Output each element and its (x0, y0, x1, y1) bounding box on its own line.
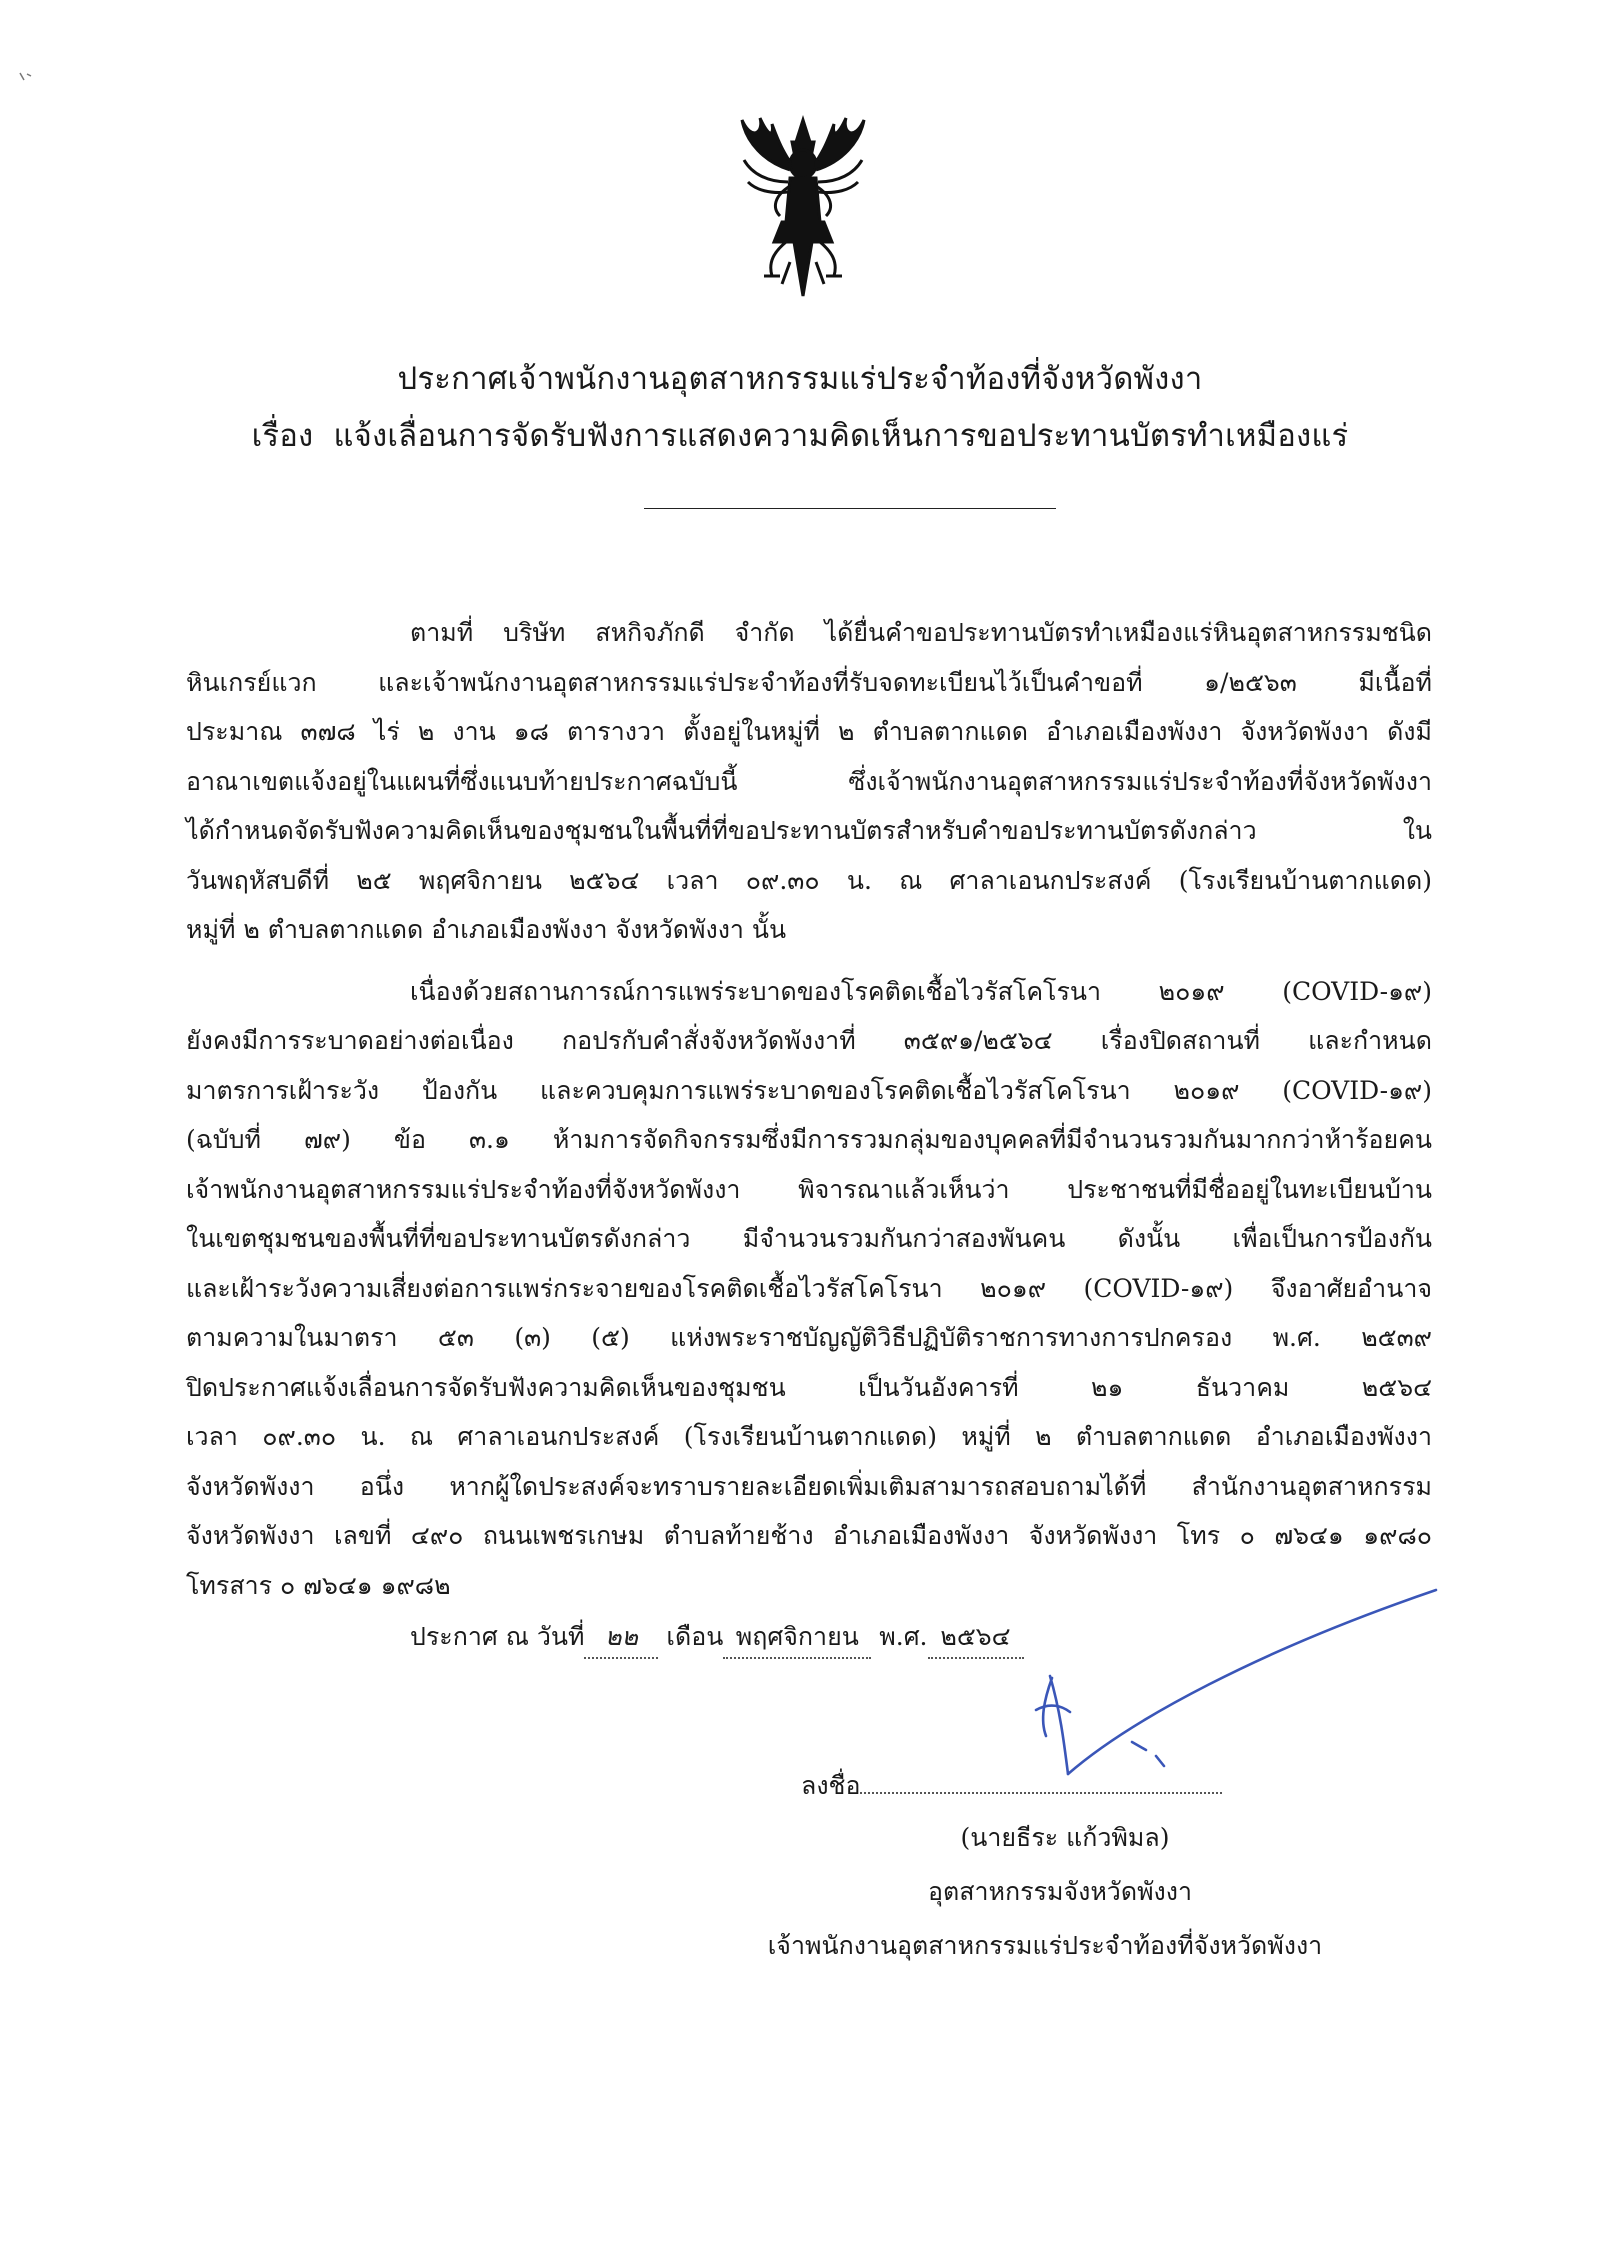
date-prefix: ประกาศ ณ วันที่ (410, 1622, 585, 1651)
date-year-label: พ.ศ. (879, 1622, 928, 1651)
p1-line: หินเกรย์แวก และเจ้าพนักงานอุตสาหกรรมแร่ประจำท้องที่รับจดทะเบียนไว้เป็นคำขอที่ ๑/๒๕๖๓ มีเนื้อที่ (186, 668, 1432, 697)
p2-line: เจ้าพนักงานอุตสาหกรรมแร่ประจำท้องที่จังหวัดพังงา พิจารณาแล้วเห็นว่า ประชาชนที่มีชื่ออยู่ในทะเบียนบ้าน (186, 1175, 1432, 1204)
p1-line: ตามที่ บริษัท สหกิจภักดี จำกัด ได้ยื่นคำขอประทานบัตรทำเหมืองแร่หินอุตสาหกรรมชนิด (410, 618, 1432, 647)
date-year: ๒๕๖๔ (928, 1617, 1024, 1659)
announcement-title: ประกาศเจ้าพนักงานอุตสาหกรรมแร่ประจำท้องที่จังหวัดพังงา (397, 361, 1203, 397)
p1-line: ประมาณ ๓๗๘ ไร่ ๒ งาน ๑๘ ตารางวา ตั้งอยู่ในหมู่ที่ ๒ ตำบลตากแดด อำเภอเมืองพังงา จังหวัดพังงา ดังมี (186, 717, 1432, 746)
p1-line: วันพฤหัสบดีที่ ๒๕ พฤศจิกายน ๒๕๖๔ เวลา ๐๙.๓๐ น. ณ ศาลาเอนกประสงค์ (โรงเรียนบ้านตากแดด) (186, 866, 1432, 895)
heading-divider (644, 508, 1056, 509)
signer-name: (นายธีระ แก้วพิมล) (960, 1823, 1170, 1852)
handwritten-signature (1000, 1560, 1450, 1800)
announcement-date (410, 1617, 1024, 1659)
p1-line: อาณาเขตแจ้งอยู่ในแผนที่ซึ่งแนบท้ายประกาศฉบับนี้ ซึ่งเจ้าพนักงานอุตสาหกรรมแร่ประจำท้องที่จังหวัดพังงา (186, 767, 1432, 796)
date-month: พฤศจิกายน (723, 1617, 871, 1659)
date-month-label: เดือน (666, 1622, 724, 1651)
p2-line: และเฝ้าระวังความเสี่ยงต่อการแพร่กระจายของโรคติดเชื้อไวรัสโคโรนา ๒๐๑๙ (COVID-๑๙) จึงอาศัยอำนาจ (186, 1274, 1432, 1303)
p2-line: จังหวัดพังงา เลขที่ ๔๙๐ ถนนเพชรเกษม ตำบลท้ายช้าง อำเภอเมืองพังงา จังหวัดพังงา โทร ๐ ๗๖๔๑ ๑๙๘๐ (186, 1521, 1432, 1550)
p1-line: ได้กำหนดจัดรับฟังความคิดเห็นของชุมชนในพื้นที่ที่ขอประทานบัตรสำหรับคำขอประทานบัตรดังกล่าว ใน (186, 816, 1432, 845)
signature-label: ลงชื่อ (801, 1771, 861, 1800)
garuda-emblem-icon (734, 112, 872, 298)
signature-line (860, 1792, 1222, 1794)
scan-mark (18, 70, 38, 84)
p2-line: โทรสาร ๐ ๗๖๔๑ ๑๙๘๒ (186, 1571, 451, 1600)
p2-line: ในเขตชุมชนของพื้นที่ที่ขอประทานบัตรดังกล่าว มีจำนวนรวมกันกว่าสองพันคน ดังนั้น เพื่อเป็นการป้องกัน (186, 1224, 1432, 1253)
announcement-subject-line (0, 410, 1600, 460)
p2-line: มาตรการเฝ้าระวัง ป้องกัน และควบคุมการแพร่ระบาดของโรคติดเชื้อไวรัสโคโรนา ๒๐๑๙ (COVID-๑๙) (186, 1076, 1432, 1105)
p2-line: ตามความในมาตรา ๕๓ (๓) (๕) แห่งพระราชบัญญัติวิธีปฏิบัติราชการทางการปกครอง พ.ศ. ๒๕๓๙ (186, 1323, 1432, 1352)
p2-line: เวลา ๐๙.๓๐ น. ณ ศาลาเอนกประสงค์ (โรงเรียนบ้านตากแดด) หมู่ที่ ๒ ตำบลตากแดด อำเภอเมืองพังงา (186, 1422, 1432, 1451)
subject-label: เรื่อง (251, 418, 314, 454)
subject-text: แจ้งเลื่อนการจัดรับฟังการแสดงความคิดเห็นการขอประทานบัตรทำเหมืองแร่ (333, 418, 1349, 454)
p2-line: ปิดประกาศแจ้งเลื่อนการจัดรับฟังความคิดเห็นของชุมชน เป็นวันอังคารที่ ๒๑ ธันวาคม ๒๕๖๔ (186, 1373, 1432, 1402)
p2-line: (ฉบับที่ ๗๙) ข้อ ๓.๑ ห้ามการจัดกิจกรรมซึ่งมีการรวมกลุ่มของบุคคลที่มีจำนวนรวมกันมากกว่าห้าร้อยคน (186, 1125, 1432, 1154)
p2-line: จังหวัดพังงา อนึ่ง หากผู้ใดประสงค์จะทราบรายละเอียดเพิ่มเติมสามารถสอบถามได้ที่ สำนักงานอุตสาหกรรม (186, 1472, 1432, 1501)
p1-line: หมู่ที่ ๒ ตำบลตากแดด อำเภอเมืองพังงา จังหวัดพังงา นั้น (186, 915, 787, 944)
signer-official-title: เจ้าพนักงานอุตสาหกรรมแร่ประจำท้องที่จังหวัดพังงา (767, 1931, 1323, 1960)
signer-position: อุตสาหกรรมจังหวัดพังงา (927, 1877, 1193, 1906)
p2-line: เนื่องด้วยสถานการณ์การแพร่ระบาดของโรคติดเชื้อไวรัสโคโรนา ๒๐๑๙ (COVID-๑๙) (410, 977, 1432, 1006)
date-day: ๒๒ (584, 1617, 658, 1659)
p2-line: ยังคงมีการระบาดอย่างต่อเนื่อง กอปรกับคำสั่งจังหวัดพังงาที่ ๓๕๙๑/๒๕๖๔ เรื่องปิดสถานที่ และกำหนด (186, 1026, 1432, 1055)
